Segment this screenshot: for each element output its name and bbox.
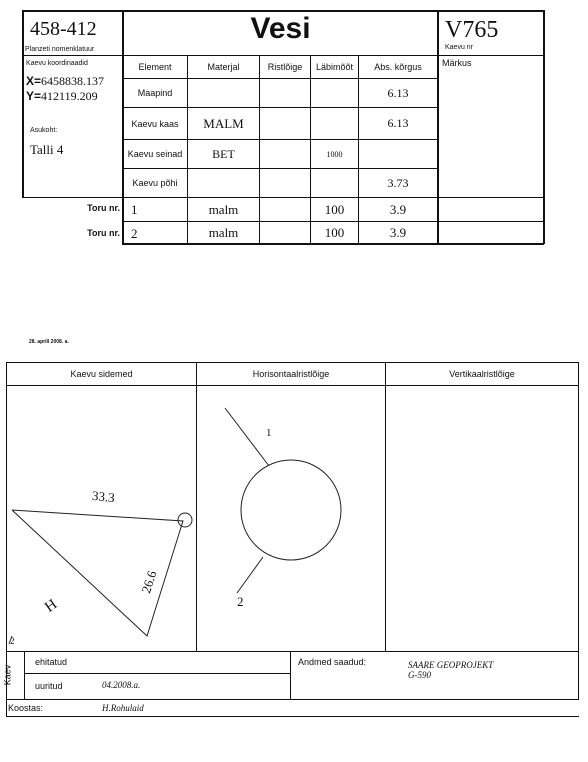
x-coordinate	[26, 74, 104, 89]
row-material: MALM	[203, 115, 244, 131]
pipe-material: malm	[208, 224, 239, 240]
horizontal-section-sketch	[197, 386, 385, 651]
header-notes: Märkus	[442, 58, 472, 68]
pipe-height: 3.9	[389, 201, 407, 217]
well-id: V765	[445, 17, 499, 43]
header-diameter: Läbimõõt	[315, 62, 354, 72]
x-value: 6458838.137	[41, 74, 105, 88]
ties-sketch	[7, 386, 196, 651]
measured-value: 04.2008.a.	[102, 680, 141, 690]
y-label: Y=	[26, 89, 42, 103]
row-element: Kaevu põhi	[132, 178, 178, 188]
row-element: Kaevu kaas	[131, 118, 179, 129]
row-material: BET	[212, 146, 235, 161]
location-caption: Asukoht:	[30, 127, 58, 134]
author-value: H.Rohulaid	[102, 703, 144, 713]
survey-date: 28. aprill 2008. a.	[29, 339, 69, 345]
coord-caption: Kaevu koordinaadid	[26, 60, 88, 67]
pipe-2-label: 2	[237, 594, 244, 609]
row-height: 6.13	[387, 85, 409, 100]
row-height: 3.73	[387, 175, 409, 190]
ties-label-a: 33.3	[91, 487, 116, 506]
built-label: ehitatud	[35, 657, 68, 667]
pipe-diameter: 100	[324, 224, 345, 240]
panel-title-horizontal: Horisontaalristlõige	[252, 369, 330, 379]
pipe-1-label: 1	[266, 427, 272, 439]
plan-caption: Planzeti nomenklatuur	[25, 46, 95, 53]
measured-label: uuritud	[35, 681, 63, 691]
data-from-code: G-590	[408, 670, 431, 680]
y-value: 412119.209	[41, 89, 98, 103]
row-height: 6.13	[387, 116, 409, 130]
pipe-number: 1	[131, 202, 138, 217]
ties-label-b: 26.6	[138, 568, 160, 595]
pipe-diameter: 100	[324, 201, 345, 217]
header-element: Element	[138, 62, 172, 72]
panel-title-ties: Kaevu sidemed	[70, 369, 133, 379]
corner-label: 2	[10, 636, 15, 646]
well-caption: Kaevu nr	[445, 44, 474, 51]
well-circle	[241, 460, 341, 560]
header-height: Abs. kõrgus	[374, 62, 422, 72]
row-diameter: 1000	[326, 149, 343, 159]
plan-number: 458-412	[30, 18, 97, 40]
header-material: Materjal	[207, 62, 240, 72]
location-value: Talli 4	[30, 142, 64, 157]
data-from-label: Andmed saadud:	[298, 657, 367, 667]
data-from-value: SAARE GEOPROJEKT	[408, 660, 494, 670]
kaev-label: Kaev	[2, 664, 13, 686]
pipe-number: 2	[131, 226, 138, 241]
form-title: Vesi	[250, 12, 311, 45]
author-label: Koostas:	[8, 703, 44, 713]
header-section: Ristlõige	[267, 62, 303, 72]
row-element: Maapind	[137, 88, 173, 98]
ties-label-c: H	[42, 596, 61, 616]
row-element: Kaevu seinad	[127, 149, 183, 159]
pipe-material: malm	[208, 201, 239, 217]
pipe-height: 3.9	[389, 224, 407, 240]
pipe-label: Toru nr.	[87, 203, 120, 213]
panel-title-vertical: Vertikaalristlõige	[449, 369, 515, 379]
y-coordinate	[26, 89, 98, 104]
x-label: X=	[26, 74, 42, 88]
pipe-label: Toru nr.	[87, 228, 120, 238]
